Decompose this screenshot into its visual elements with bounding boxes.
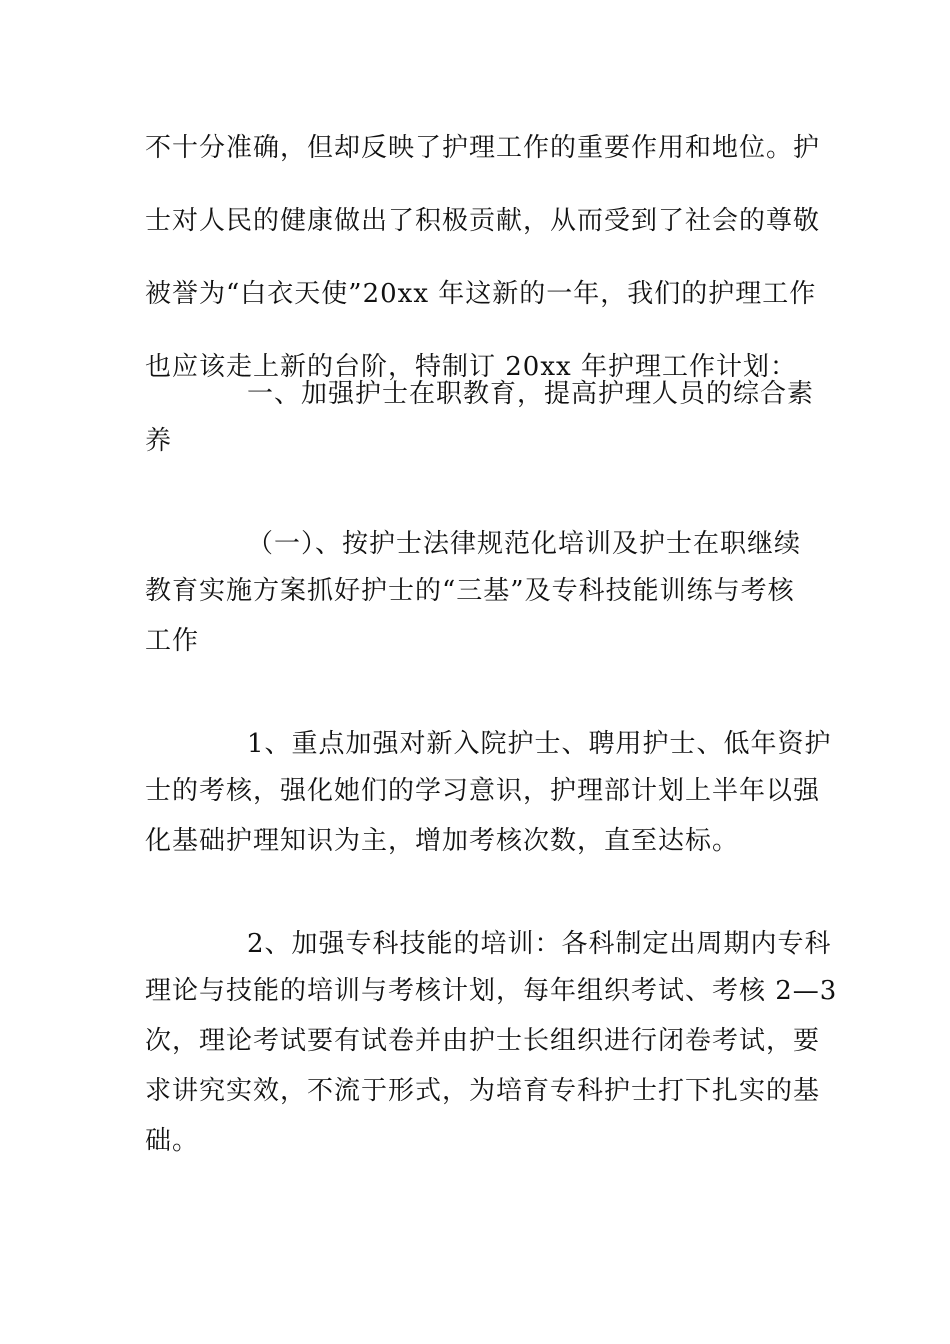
text-line: 础。 <box>145 1126 200 1156</box>
text-line: 士的考核，强化她们的学习意识，护理部计划上半年以强 <box>145 776 821 806</box>
text-line: 2、加强专科技能的培训：各科制定出周期内专科 <box>247 929 832 959</box>
text-line: 也应该走上新的台阶，特制订 20xx 年护理工作计划： <box>145 352 797 382</box>
text-line: 被誉为“白衣天使”20xx 年这新的一年，我们的护理工作 <box>145 279 817 309</box>
text-line: 求讲究实效，不流于形式，为培育专科护士打下扎实的基 <box>145 1076 821 1106</box>
text-line: 工作 <box>145 626 200 656</box>
text-line: 教育实施方案抓好护士的“三基”及专科技能训练与考核 <box>145 576 795 606</box>
text-line: 一、加强护士在职教育，提高护理人员的综合素 <box>247 379 815 409</box>
text-line: 次，理论考试要有试卷并由护士长组织进行闭卷考试，要 <box>145 1026 821 1056</box>
text-line: 1、重点加强对新入院护士、聘用护士、低年资护 <box>247 729 832 759</box>
text-line: 化基础护理知识为主，增加考核次数，直至达标。 <box>145 826 740 856</box>
text-line: 理论与技能的培训与考核计划，每年组织考试、考核 2—3 <box>145 976 838 1006</box>
text-line: 不十分准确，但却反映了护理工作的重要作用和地位。护 <box>145 133 821 163</box>
text-line: 士对人民的健康做出了积极贡献，从而受到了社会的尊敬 <box>145 206 821 236</box>
text-line: （一）、按护士法律规范化培训及护士在职继续 <box>247 529 802 559</box>
text-line: 养 <box>145 426 173 456</box>
